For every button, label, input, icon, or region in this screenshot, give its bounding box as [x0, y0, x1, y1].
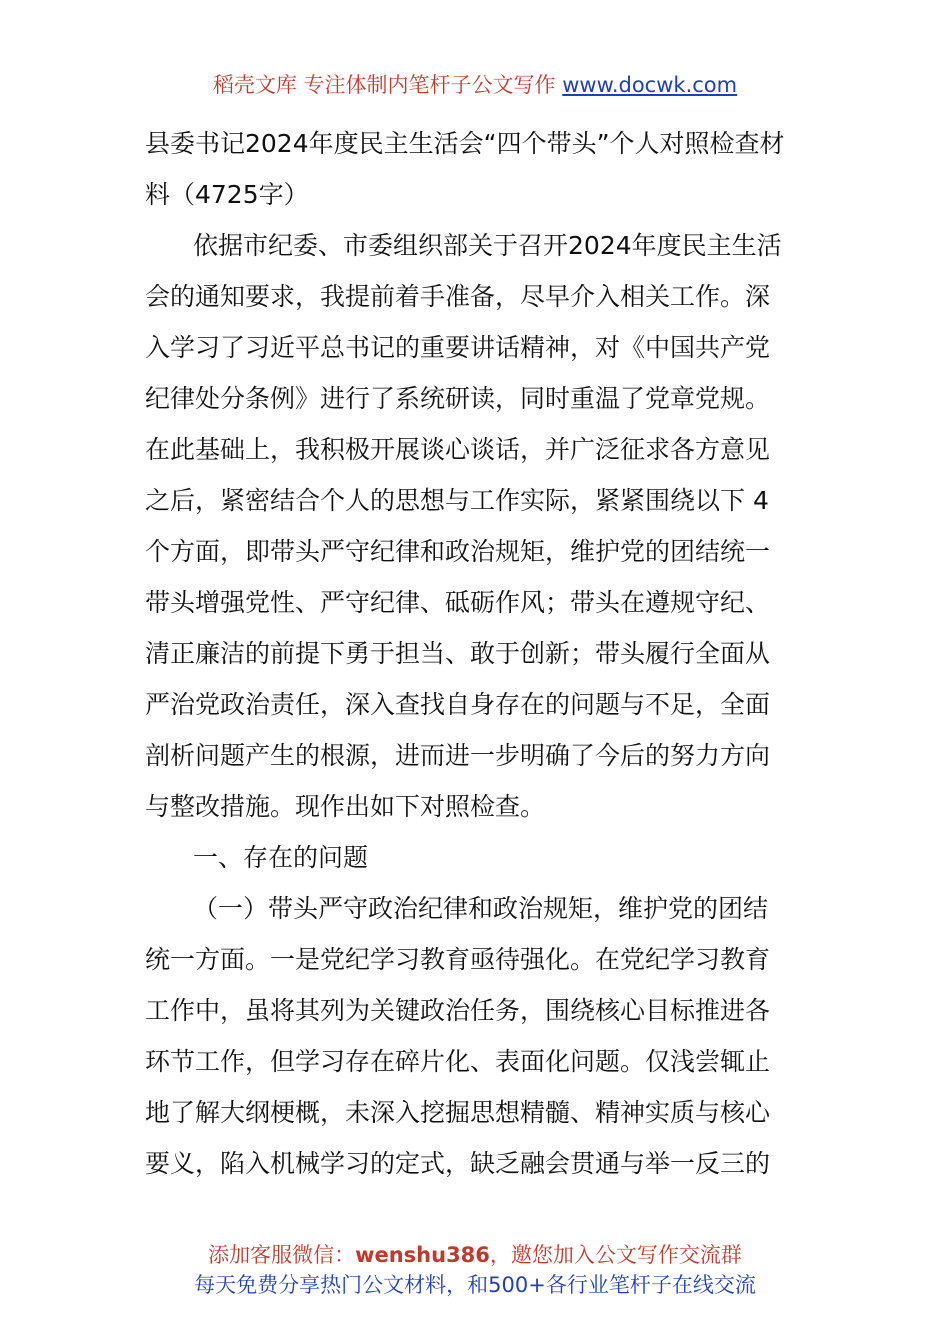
paragraph-line: 在此基础上，我积极开展谈心谈话，并广泛征求各方意见 [145, 435, 771, 464]
document-title-line: 料（4725字） [145, 180, 309, 209]
footer-contact-prefix: 添加客服微信： [208, 1243, 356, 1267]
paragraph-line: 纪律处分条例》进行了系统研读，同时重温了党章党规。 [145, 384, 771, 413]
site-link[interactable]: www.docwk.com [562, 73, 738, 97]
paragraph-line: 个方面，即带头严守纪律和政治规矩，维护党的团结统一 [145, 537, 771, 566]
paragraph-line: 地了解大纲梗概，未深入挖掘思想精髓、精神实质与核心 [145, 1098, 771, 1127]
paragraph-line: 与整改措施。现作出如下对照检查。 [145, 792, 546, 821]
footer-contact-line [0, 1240, 950, 1270]
footer-promo-line: 每天免费分享热门公文材料，和500+各行业笔杆子在线交流 [194, 1273, 756, 1297]
section-heading: 一、存在的问题 [193, 843, 369, 872]
paragraph-line: 之后，紧密结合个人的思想与工作实际，紧紧围绕以下 4 [145, 486, 769, 515]
footer-contact-suffix: ，邀您加入公文写作交流群 [489, 1243, 742, 1267]
paragraph-line: 入学习了习近平总书记的重要讲话精神，对《中国共产党 [145, 333, 771, 362]
document-body [145, 118, 807, 1189]
paragraph-line: 清正廉洁的前提下勇于担当、敢于创新；带头履行全面从 [145, 639, 771, 668]
paragraph-line: 依据市纪委、市委组织部关于召开2024年度民主生活 [193, 231, 782, 260]
paragraph-line: 剖析问题产生的根源，进而进一步明确了今后的努力方向 [145, 741, 771, 770]
footer-banner [0, 1240, 950, 1300]
paragraph-line: （一）带头严守政治纪律和政治规矩，维护党的团结 [193, 894, 769, 923]
paragraph-line: 工作中，虽将其列为关键政治任务，围绕核心目标推进各 [145, 996, 771, 1025]
paragraph-line: 严治党政治责任，深入查找自身存在的问题与不足，全面 [145, 690, 771, 719]
brand-slogan: 稻壳文库 专注体制内笔杆子公文写作 [212, 73, 563, 97]
paragraph-line: 统一方面。一是党纪学习教育亟待强化。在党纪学习教育 [145, 945, 771, 974]
paragraph-line: 要义，陷入机械学习的定式，缺乏融会贯通与举一反三的 [145, 1149, 771, 1178]
paragraph-line: 环节工作，但学习存在碎片化、表面化问题。仅浅尝辄止 [145, 1047, 771, 1076]
paragraph-line: 带头增强党性、严守纪律、砥砺作风；带头在遵规守纪、 [145, 588, 771, 617]
document-title-line: 县委书记2024年度民主生活会“四个带头”个人对照检查材 [145, 129, 785, 158]
wechat-id: wenshu386 [355, 1243, 490, 1267]
paragraph-line: 会的通知要求，我提前着手准备，尽早介入相关工作。深 [145, 282, 771, 311]
header-banner [0, 70, 950, 100]
